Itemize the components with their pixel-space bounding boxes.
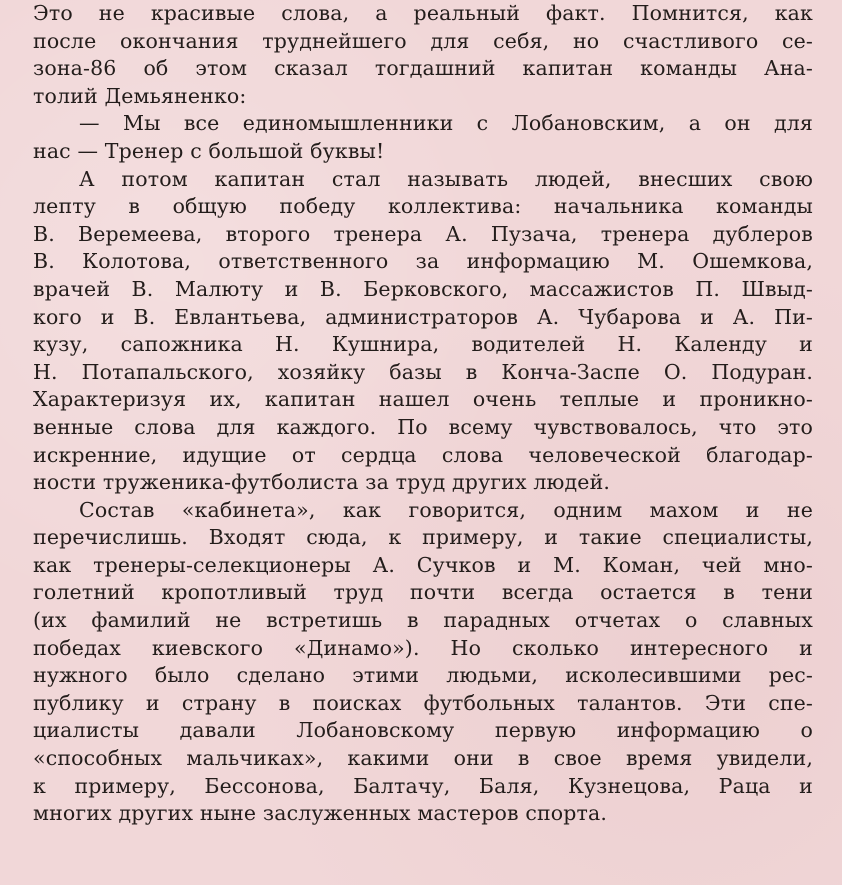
text-line: В. Колотова, ответственного за информацию М. Ошемкова, [33, 249, 813, 274]
text-line: кузу, сапожника Н. Кушнира, водителей Н. Календу и [33, 332, 813, 357]
body-text [33, 0, 813, 828]
text-line: публику и страну в поисках футбольных талантов. Эти спе- [33, 690, 813, 715]
text-line: победах киевского «Динамо»). Но сколько интересного и [33, 635, 813, 660]
text-line: голетний кропотливый труд почти всегда остается в тени [33, 580, 813, 605]
text-line: нас — Тренер с большой буквы! [33, 138, 385, 163]
text-line: «способных мальчиках», какими они в свое время увидели, [33, 746, 813, 771]
text-line: венные слова для каждого. По всему чувствовалось, что это [33, 414, 813, 439]
text-line: лепту в общую победу коллектива: начальника команды [33, 194, 813, 219]
text-line: как тренеры-селекционеры А. Сучков и М. Коман, чей мно- [33, 552, 813, 577]
text-line: толий Демьяненко: [33, 83, 247, 108]
text-line: ности труженика-футболиста за труд других людей. [33, 470, 611, 495]
text-line: после окончания труднейшего для себя, но счастливого се- [33, 28, 813, 53]
text-line: циалисты давали Лобановскому первую информацию о [33, 718, 813, 743]
text-line: перечислишь. Входят сюда, к примеру, и такие специалисты, [33, 525, 813, 550]
text-line: Это не красивые слова, а реальный факт. Помнится, как [33, 1, 813, 25]
text-line: — Мы все единомышленники с Лобановским, а он для [79, 111, 813, 136]
text-line: врачей В. Малюту и В. Берковского, массажистов П. Швыд- [33, 276, 813, 301]
text-line: А потом капитан стал называть людей, внесших свою [79, 166, 813, 191]
text-line: Состав «кабинета», как говорится, одним махом и не [79, 497, 813, 522]
text-line: нужного было сделано этими людьми, исколесившими рес- [33, 663, 813, 688]
text-line: к примеру, Бессонова, Балтачу, Баля, Кузнецова, Раца и [33, 773, 813, 798]
text-line: Характеризуя их, капитан нашел очень теплые и проникно- [33, 387, 813, 412]
text-line: Н. Потапальского, хозяйку базы в Конча-Заспе О. Подуран. [33, 359, 813, 384]
text-line: зона-86 об этом сказал тогдашний капитан команды Ана- [33, 56, 813, 81]
text-line: В. Веремеева, второго тренера А. Пузача, тренера дублеров [33, 221, 813, 246]
text-line: многих других ныне заслуженных мастеров спорта. [33, 801, 608, 826]
text-line: искренние, идущие от сердца слова человеческой благодар- [33, 442, 813, 467]
text-line: (их фамилий не встретишь в парадных отчетах о славных [33, 608, 813, 633]
text-line: кого и В. Евлантьева, администраторов А. Чубарова и А. Пи- [33, 304, 813, 329]
